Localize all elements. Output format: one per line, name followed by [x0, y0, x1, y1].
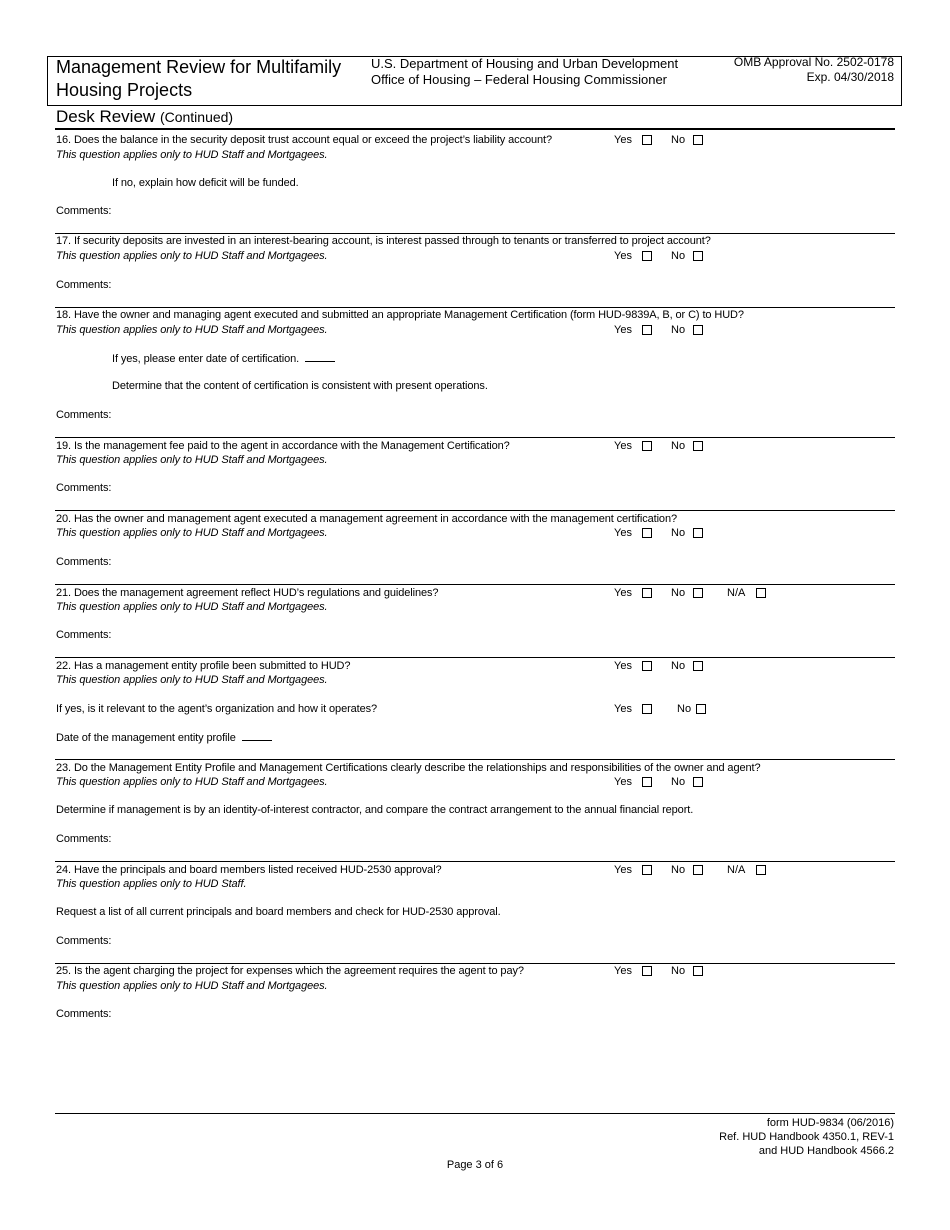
q23-no-label: No [671, 776, 686, 788]
q16-note: This question applies only to HUD Staff and Mortgagees. [56, 149, 328, 161]
q24-question: 24. Have the principals and board members listed received HUD-2530 approval? [56, 864, 442, 876]
q23-comments[interactable]: Comments: [56, 833, 112, 845]
q17-no-label: No [671, 250, 686, 262]
q25-yes-checkbox[interactable] [642, 966, 652, 976]
q20-question: 20. Has the owner and management agent executed a management agreement in accordance with the management certification? [56, 513, 677, 525]
q21-no-checkbox[interactable] [693, 588, 703, 598]
divider [55, 437, 895, 438]
q25-question: 25. Is the agent charging the project for expenses which the agreement requires the agent to pay? [56, 965, 524, 977]
section-title: Desk Review (Continued) [56, 107, 234, 126]
q22-question: 22. Has a management entity profile been submitted to HUD? [56, 660, 351, 672]
q23-determine: Determine if management is by an identity-of-interest contractor, and compare the contract arrangement to the annual financial report. [56, 804, 694, 816]
q25-no-label: No [671, 965, 686, 977]
q16-no-checkbox[interactable] [693, 135, 703, 145]
q17-yes-label: Yes [614, 250, 632, 262]
q22-yes-checkbox[interactable] [642, 661, 652, 671]
q23-no-checkbox[interactable] [693, 777, 703, 787]
page-number: Page 3 of 6 [446, 1159, 504, 1171]
q16-question: 16. Does the balance in the security deposit trust account equal or exceed the project’s liability account? [56, 134, 553, 146]
q19-question: 19. Is the management fee paid to the agent in accordance with the Management Certification? [56, 440, 510, 452]
footer-divider [55, 1113, 895, 1114]
q16-yes-label: Yes [614, 134, 632, 146]
q18-date-field[interactable] [305, 351, 335, 362]
q21-yes-checkbox[interactable] [642, 588, 652, 598]
q21-yes-label: Yes [614, 587, 632, 599]
q25-note: This question applies only to HUD Staff and Mortgagees. [56, 980, 328, 992]
q20-yes-checkbox[interactable] [642, 528, 652, 538]
q24-no-label: No [671, 864, 686, 876]
q17-question: 17. If security deposits are invested in an interest-bearing account, is interest passed through to tenants or transferred to project account? [56, 235, 711, 247]
divider [55, 861, 895, 862]
q22-relevant-yes-checkbox[interactable] [642, 704, 652, 714]
footer-form-info: form HUD-9834 (06/2016) Ref. HUD Handbook 4350.1, REV-1 and HUD Handbook 4566.2 [719, 1117, 894, 1157]
q16-no-label: No [671, 134, 686, 146]
q24-no-checkbox[interactable] [693, 865, 703, 875]
q18-no-checkbox[interactable] [693, 325, 703, 335]
divider [55, 584, 895, 585]
q16-yes-checkbox[interactable] [642, 135, 652, 145]
q17-no-checkbox[interactable] [693, 251, 703, 261]
q19-note: This question applies only to HUD Staff and Mortgagees. [56, 454, 328, 466]
q20-no-label: No [671, 527, 686, 539]
q20-yes-label: Yes [614, 527, 632, 539]
q23-note: This question applies only to HUD Staff and Mortgagees. [56, 776, 328, 788]
q23-question: 23. Do the Management Entity Profile and Management Certifications clearly describe the relationships and responsibilities of the owner and agent? [56, 762, 761, 774]
q18-date-prompt: If yes, please enter date of certification. [112, 351, 335, 366]
q18-question: 18. Have the owner and managing agent executed and submitted an appropriate Management Certification (form HUD-9839A, B, or C) to HUD? [56, 309, 744, 321]
q21-question: 21. Does the management agreement reflect HUD’s regulations and guidelines? [56, 587, 439, 599]
omb-approval: OMB Approval No. 2502-0178 Exp. 04/30/2018 [733, 55, 894, 84]
q19-no-checkbox[interactable] [693, 441, 703, 451]
q24-na-checkbox[interactable] [756, 865, 766, 875]
q21-comments[interactable]: Comments: [56, 629, 112, 641]
q22-yes-label: Yes [614, 660, 632, 672]
q25-no-checkbox[interactable] [693, 966, 703, 976]
q22-date-field[interactable] [242, 730, 272, 741]
q20-no-checkbox[interactable] [693, 528, 703, 538]
q16-comments[interactable]: Comments: [56, 205, 112, 217]
q18-note: This question applies only to HUD Staff and Mortgagees. [56, 324, 328, 336]
q23-yes-label: Yes [614, 776, 632, 788]
q22-relevant-no-label: No [677, 703, 692, 715]
q22-relevant-no-checkbox[interactable] [696, 704, 706, 714]
q20-note: This question applies only to HUD Staff and Mortgagees. [56, 527, 328, 539]
q23-yes-checkbox[interactable] [642, 777, 652, 787]
q19-comments[interactable]: Comments: [56, 482, 112, 494]
divider [55, 657, 895, 658]
q17-comments[interactable]: Comments: [56, 279, 112, 291]
q22-relevant: If yes, is it relevant to the agent’s organization and how it operates? [56, 703, 378, 715]
q22-note: This question applies only to HUD Staff and Mortgagees. [56, 674, 328, 686]
q18-no-label: No [671, 324, 686, 336]
section-divider [55, 128, 895, 130]
q19-no-label: No [671, 440, 686, 452]
q19-yes-checkbox[interactable] [642, 441, 652, 451]
q24-na-label: N/A [727, 864, 746, 876]
divider [55, 759, 895, 760]
q16-followup: If no, explain how deficit will be funded. [112, 177, 299, 189]
divider [55, 510, 895, 511]
q24-comments[interactable]: Comments: [56, 935, 112, 947]
q21-na-checkbox[interactable] [756, 588, 766, 598]
q22-no-checkbox[interactable] [693, 661, 703, 671]
q25-yes-label: Yes [614, 965, 632, 977]
q25-comments[interactable]: Comments: [56, 1008, 112, 1020]
q24-request: Request a list of all current principals and board members and check for HUD-2530 approval. [56, 906, 501, 918]
q22-no-label: No [671, 660, 686, 672]
q21-na-label: N/A [727, 587, 746, 599]
q17-yes-checkbox[interactable] [642, 251, 652, 261]
q20-comments[interactable]: Comments: [56, 556, 112, 568]
q22-relevant-yes-label: Yes [614, 703, 632, 715]
q18-determine: Determine that the content of certification is consistent with present operations. [112, 380, 488, 392]
q22-date-prompt: Date of the management entity profile [56, 730, 272, 745]
q19-yes-label: Yes [614, 440, 632, 452]
q24-yes-label: Yes [614, 864, 632, 876]
q18-yes-label: Yes [614, 324, 632, 336]
form-title: Management Review for Multifamily Housing Projects [56, 57, 342, 100]
q21-note: This question applies only to HUD Staff and Mortgagees. [56, 601, 328, 613]
q17-note: This question applies only to HUD Staff and Mortgagees. [56, 250, 328, 262]
q21-no-label: No [671, 587, 686, 599]
q24-yes-checkbox[interactable] [642, 865, 652, 875]
department-name: U.S. Department of Housing and Urban Development Office of Housing – Federal Housing Commissioner [371, 56, 679, 87]
q24-note: This question applies only to HUD Staff. [56, 878, 247, 890]
q18-yes-checkbox[interactable] [642, 325, 652, 335]
q18-comments[interactable]: Comments: [56, 409, 112, 421]
